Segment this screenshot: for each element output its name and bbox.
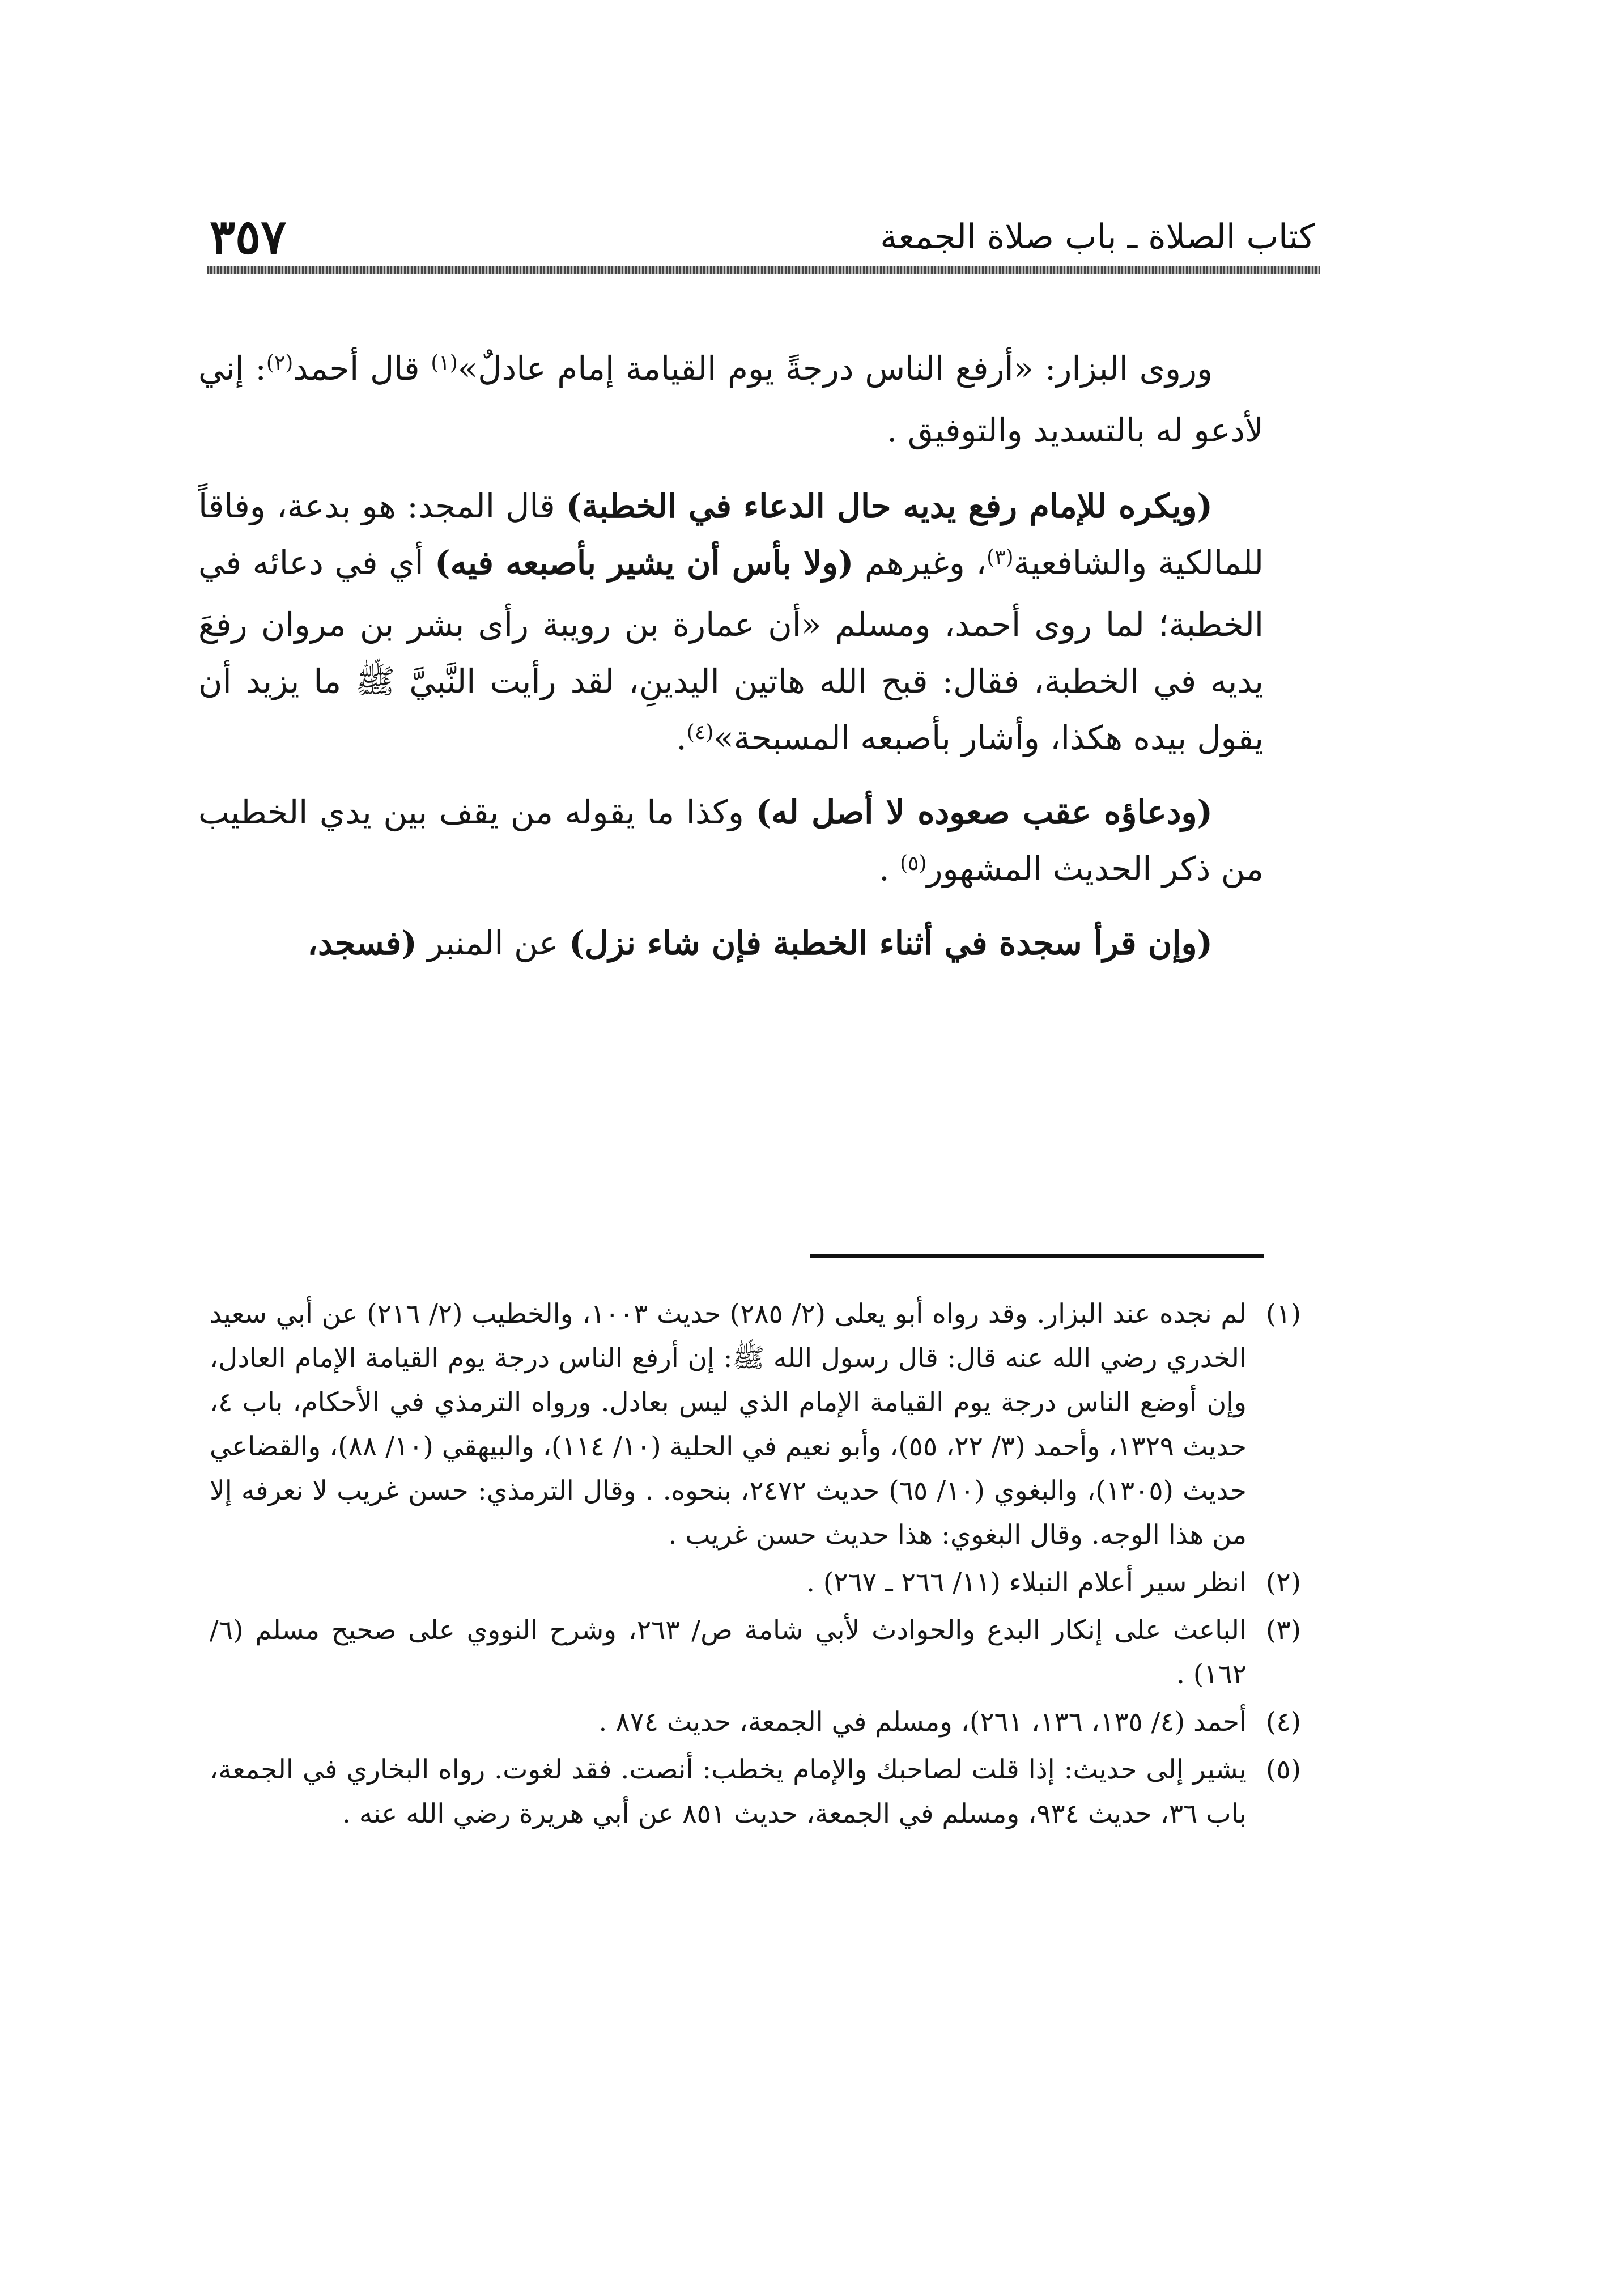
paragraph-text: . <box>676 719 687 757</box>
paragraph-text: وروى البزار: «أرفع الناس درجةً يوم القيامة إمام عادلٌ» <box>457 349 1213 388</box>
footnote-ref-1[interactable]: (١) <box>431 351 458 375</box>
footnote-1 <box>210 1292 1320 1557</box>
footnote-5 <box>210 1748 1320 1836</box>
footnote-text: لم نجده عند البزار. وقد رواه أبو يعلى (٢/ ٢٨٥) حديث ١٠٠٣، والخطيب (٢/ ٢١٦) عن أبي سعيد الخدري رضي الله عنه قال: قال رسول الله ﷺ: إن أرفع الناس درجة يوم القيامة الإمام العادل، وإن أوضع الناس درجة يوم القيامة الإمام الذي ليس بعادل. ورواه الترمذي في الأحكام، باب ٤، حديث ١٣٢٩، وأحمد (٣/ ٢٢، ٥٥)، وأبو نعيم في الحلية (١٠/ ١١٤)، والبيهقي (١٠/ ٨٨)، والقضاعي حديث (١٣٠٥)، والبغوي (١٠/ ٦٥) حديث ٢٤٧٢، بنحوه. . وقال الترمذي: حسن غريب لا نعرفه إلا من هذا الوجه. وقال البغوي: هذا حديث حسن غريب . <box>210 1298 1247 1551</box>
footnote-number: (٢) <box>1266 1567 1301 1598</box>
paragraph-3 <box>198 784 1264 902</box>
paragraph-1 <box>198 340 1264 458</box>
footnote-2 <box>210 1561 1320 1605</box>
matn-text: (ولا بأس أن يشير بأصبعه فيه) <box>435 543 854 582</box>
paragraph-text: . <box>879 850 900 888</box>
running-header-title: كتاب الصلاة ـ باب صلاة الجمعة <box>880 217 1315 257</box>
footnote-number: (٥) <box>1266 1754 1301 1785</box>
paragraph-2 <box>198 478 1264 771</box>
footnote-separator <box>810 1254 1264 1258</box>
footnote-number: (١) <box>1266 1298 1301 1330</box>
footnote-number: (٣) <box>1266 1615 1301 1646</box>
paragraph-text: قال أحمد <box>293 349 431 388</box>
matn-text: (ويكره للإمام رفع يديه حال الدعاء في الخطبة) <box>566 487 1213 525</box>
footnote-text: يشير إلى حديث: إذا قلت لصاحبك والإمام يخطب: أنصت. فقد لغوت. رواه البخاري في الجمعة، باب ٣٦، حديث ٩٣٤، ومسلم في الجمعة، حديث ٨٥١ عن أبي هريرة رضي الله عنه . <box>210 1754 1247 1829</box>
matn-text: (فسجد، <box>307 924 417 962</box>
footnote-ref-2[interactable]: (٢) <box>266 351 294 375</box>
paragraph-text: وكذا ما يقوله من يقف بين يدي الخطيب من ذكر الحديث المشهور <box>198 793 1264 888</box>
header-divider <box>207 266 1320 274</box>
footnotes-section <box>210 1292 1320 2131</box>
matn-text: (ودعاؤه عقب صعوده لا أصل له) <box>755 793 1213 831</box>
footnote-ref-5[interactable]: (٥) <box>900 852 927 875</box>
footnote-ref-4[interactable]: (٤) <box>686 721 714 744</box>
footnote-number: (٤) <box>1266 1706 1301 1738</box>
footnote-text: انظر سير أعلام النبلاء (١١/ ٢٦٦ ـ ٢٦٧) . <box>806 1567 1247 1598</box>
page-number: ٣٥٧ <box>210 209 287 265</box>
footnote-text: أحمد (٤/ ١٣٥، ١٣٦، ٢٦١)، ومسلم في الجمعة، حديث ٨٧٤ . <box>598 1706 1247 1738</box>
footnote-ref-3[interactable]: (٣) <box>987 546 1014 569</box>
paragraph-4 <box>198 915 1264 971</box>
paragraph-text: ، وغيرهم <box>853 543 987 582</box>
paragraph-text: : إني لأدعو له بالتسديد والتوفيق . <box>198 349 1264 449</box>
matn-text: (وإن قرأ سجدة في أثناء الخطبة فإن شاء نزل) <box>569 924 1213 962</box>
paragraph-text: قال المجد: هو بدعة، وفاقاً للمالكية والشافعية <box>198 487 1264 582</box>
main-text <box>198 340 1264 1281</box>
paragraph-text: عن المنبر <box>416 924 569 962</box>
footnote-4 <box>210 1700 1320 1744</box>
footnote-text: الباعث على إنكار البدع والحوادث لأبي شامة ص/ ٢٦٣، وشرح النووي على صحيح مسلم (٦/ ١٦٢) . <box>210 1615 1247 1690</box>
paragraph-text: أي في دعائه في الخطبة؛ لما روى أحمد، ومسلم «أن عمارة بن رويبة رأى بشر بن مروان رفعَ يديه في الخطبة، فقال: قبح الله هاتين اليدينِ، لقد رأيت النَّبيَّ ﷺ ما يزيد أن يقول بيده هكذا، وأشار بأصبعه المسبحة» <box>198 543 1264 757</box>
footnote-3 <box>210 1608 1320 1697</box>
